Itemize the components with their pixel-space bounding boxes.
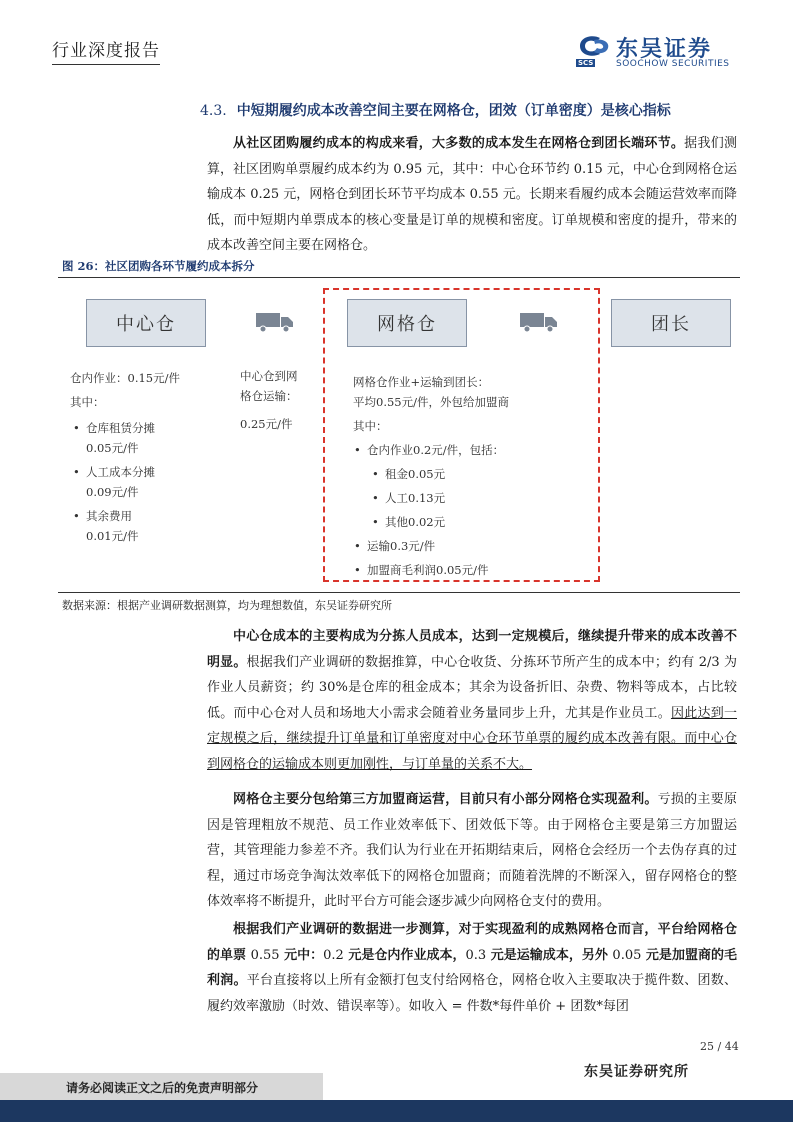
transport-line3: 0.25元/件 xyxy=(240,417,293,431)
grid-cost-s3: • 其他0.02元 xyxy=(385,512,509,532)
center-warehouse-box: 中心仓 xyxy=(86,299,206,347)
p1-bold: 从社区团购履约成本的构成来看，大多数的成本发生在网格仓到团长端环节。 xyxy=(233,136,685,151)
logo-en: SOOCHOW SECURITIES xyxy=(616,59,730,69)
paragraph-2 xyxy=(207,624,737,777)
logo-abbr: SCS xyxy=(578,59,594,67)
center-cost-b1b: 0.05元/件 xyxy=(86,441,139,455)
footer-bar xyxy=(0,1100,793,1122)
center-cost-line2: 其中： xyxy=(70,395,105,409)
logo xyxy=(570,32,745,72)
footer-disclaimer: 请务必阅读正文之后的免责声明部分 xyxy=(66,1081,259,1095)
footer-org: 东吴证券研究所 xyxy=(584,1064,689,1080)
grid-cost-s2: • 人工0.13元 xyxy=(385,488,509,508)
leader-box: 团长 xyxy=(611,299,731,347)
paragraph-1 xyxy=(207,131,737,259)
grid-cost-s1: • 租金0.05元 xyxy=(385,464,509,484)
figure-rule-bottom xyxy=(58,592,740,593)
p4-n2: 0.2 xyxy=(323,947,344,963)
grid-cost-b1: • 仓内作业0.2元/件，包括： xyxy=(367,440,509,460)
grid-cost-column xyxy=(353,372,509,580)
section-number: 4.3. xyxy=(200,103,227,119)
p4-n1: 0.55 xyxy=(250,947,280,963)
p2-bold: 中心仓成本的主要构成为分拣人员成本，达到一定规模后，继续提升带来的成本改善不明显。 xyxy=(207,629,737,670)
p4-n4: 0.05 xyxy=(612,947,642,963)
paragraph-4 xyxy=(207,917,737,1019)
p4-bold-e: 元是加盟商的毛利润。 xyxy=(207,947,738,988)
p3-bold: 网格仓主要分包给第三方加盟商运营，目前只有小部分网格仓实现盈利。 xyxy=(233,792,658,807)
center-cost-b1a: • 仓库租赁分摊 xyxy=(86,418,180,438)
page-number: 25 / 44 xyxy=(700,1040,739,1053)
truck-icon xyxy=(256,311,294,333)
center-cost-b2a: • 人工成本分摊 xyxy=(86,462,180,482)
p2-rest: 根据我们产业调研的数据推算，中心仓收货、分拣环节所产生的成本中；约有 2/3 为作业人员薪资；约 30%是仓库的租金成本；其余为设备折旧、杂费、物料等成本，占比较低。而中心仓对人员和场地大小需求会随着业务量同步上升，尤其是作业员工。 xyxy=(207,654,737,721)
p4-n3: 0.3 xyxy=(465,947,487,963)
grid-warehouse-box: 网格仓 xyxy=(347,299,467,347)
p4-bold-c: 元是仓内作业成本， xyxy=(343,947,466,963)
center-cost-column xyxy=(70,366,180,546)
center-cost-b3b: 0.01元/件 xyxy=(86,529,139,543)
p4-rest: 平台直接将以上所有金额打包支付给网格仓，网格仓收入主要取决于揽件数、团数、履约效率激励（时效、错误率等）。如收入 = 件数*每件单价 + 团数*每团 xyxy=(207,973,737,1014)
figure-rule-top xyxy=(58,277,740,278)
transport-cost-column xyxy=(240,366,298,434)
grid-cost-b3: • 加盟商毛利润0.05元/件 xyxy=(367,560,509,580)
p4-bold-b: 元中： xyxy=(279,947,324,963)
p3-rest: 亏损的主要原因是管理粗放不规范、员工作业效率低下、团效低下等。由于网格仓主要是第三方加盟运营，其管理能力参差不齐。我们认为行业在开拓期结束后，网格仓会经历一个去伪存真的过程，通过市场竞争淘汰效率低下的网格仓加盟商；而随着洗牌的不断深入，留存网格仓的整体效率将不断提升，此时平台方可能会逐步减少向网格仓支付的费用。 xyxy=(207,792,737,909)
logo-mark-icon xyxy=(574,32,614,60)
p4-bold-a: 根据我们产业调研的数据进一步测算，对于实现盈利的成熟网格仓而言，平台给网格仓的单票 xyxy=(207,922,737,963)
grid-cost-b2: • 运输0.3元/件 xyxy=(367,536,509,556)
center-cost-b3a: • 其余费用 xyxy=(86,506,180,526)
center-cost-b2b: 0.09元/件 xyxy=(86,485,139,499)
p2-underlined: 因此达到一定规模之后，继续提升订单量和订单密度对中心仓环节单票的履约成本改善有限。而中心仓到网格仓的运输成本则更加刚性，与订单量的关系不大。 xyxy=(207,705,737,772)
figure-title: 图 26：社区团购各环节履约成本拆分 xyxy=(62,259,255,273)
p4-bold-d: 元是运输成本，另外 xyxy=(486,947,613,963)
grid-cost-line3: 其中： xyxy=(353,419,388,433)
center-cost-line1: 仓内作业：0.15元/件 xyxy=(70,371,180,385)
grid-cost-line2: 平均0.55元/件，外包给加盟商 xyxy=(353,395,509,409)
p1-rest: 据我们测算，社区团购单票履约成本约为 0.95 元，其中：中心仓环节约 0.15 元，中心仓到网格仓运输成本 0.25 元，网格仓到团长环节平均成本 0.55 元。长期来看履约成本会随运营效率而降低，而中短期内单票成本的核心变量是订单的规模和密度。订单规模和密度的提升，带来的成本改善空间主要在网格仓。 xyxy=(207,136,737,253)
grid-cost-line1: 网格仓作业+运输到团长： xyxy=(353,375,490,389)
logo-cn: 东吴证券 xyxy=(616,37,713,62)
paragraph-3 xyxy=(207,787,737,915)
section-title-text: 中短期履约成本改善空间主要在网格仓，团效（订单密度）是核心指标 xyxy=(236,103,671,119)
section-title xyxy=(200,100,671,120)
figure-source: 数据来源：根据产业调研数据测算，均为理想数值，东吴证券研究所 xyxy=(62,599,392,612)
transport-line1: 中心仓到网 xyxy=(240,369,298,383)
report-type: 行业深度报告 xyxy=(52,36,160,65)
transport-line2: 格仓运输： xyxy=(240,389,298,403)
